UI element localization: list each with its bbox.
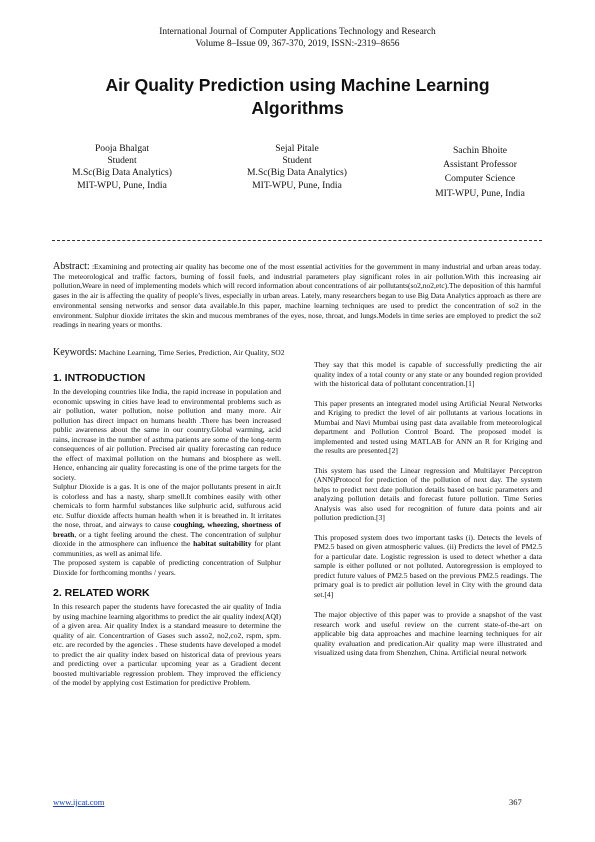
journal-header (0, 27, 595, 50)
keywords-text: Machine Learning, Time Series, Prediction, Air Quality, SO2 (96, 348, 285, 357)
author-dept: M.Sc(Big Data Analytics) (247, 167, 347, 179)
separator-rule (52, 240, 542, 241)
abstract-text: :Examining and protecting air quality has become one of the most essential activities for the government in many industrial and urban areas today. The meteorological and traffic factors, burning of fossil fuels, and industrial parameters play significant roles in air pollution.With this increasing air pollution,Weare in need of implementing models which will record information about concentrations of air pollutants(so2,no2,etc).The deposition of this harmful gases in the air is affecting the quality of people’s lives, especially in urban areas. Lately, many researchers began to use Big Data Analytics approach as there are environmental sensing networks and sensor data available.In this paper, machine learning techniques are used to predict the concentration of so2 in the environment. Sulphur dioxide irritates the skin and mucous membranes of the eyes, nose, throat, and lungs.Models in time series are employed to predict the so2 readings in nearing years or months. (53, 262, 541, 330)
author-role: Student (107, 155, 137, 167)
author-block (47, 143, 197, 192)
keywords-label: Keywords: (53, 347, 97, 358)
related-paragraph: This system has used the Linear regression and Multilayer Perceptron (ANN)Protocol for prediction of the pollution of next day. The system helps to predict next date pollution details based on basic parameters and analyzing pollution details and forecast future pollution. Time Series Analysis was also used for recognition of future data points and air pollution prediction.[3] (314, 465, 542, 522)
intro-bold-text: coughing, wheezing, shortness of breath (53, 520, 281, 539)
abstract-label: Abstract: (53, 261, 90, 272)
author-name: Sejal Pitale (275, 143, 319, 154)
related-paragraph: The major objective of this paper was to provide a snapshot of the vast research work and useful review on the current state-of-the-art on applicable big data approaches and machine learning techniques for air quality evaluation and predication.Air quality map were illustrated and visualized using data from Shenzhen, China. Artificial neural network (314, 610, 542, 657)
author-name: Sachin Bhoite (452, 145, 508, 156)
related-paragraph: In this research paper the students have forecasted the air quality of India by using machine learning algorithms to predict the air quality index(AQI) of a given area. Air quality Index is a standard measure to determine the quality of air. Concentrartion of Gases such asso2, no2,co2, rspm, spm. etc. are recorded by the agencies . These students have developed a model to predict the air quality index based on historical data of previous years and predicting over a particular upcoming year as a Gradient decent boosted multivariable regression problem. They improved the efficiency of the model by applying cost Estimation for predictive Problem. (53, 602, 281, 687)
related-paragraph: This proposed system does two important tasks (i). Detects the levels of PM2.5 based on given atmospheric values. (ii) Predicts the level of PM2.5 for a particular date. Logistic regression is used to detect whether a data sample is either polluted or not polluted. Autoregression is employed to predict future values of PM2.5 based on the previous PM2.5 readings. The primary goal is to predict air pollution level in City with the ground data set.[4] (314, 532, 542, 599)
footer-link[interactable]: www.ijcat.com (53, 797, 105, 807)
journal-volume: Volume 8–Issue 09, 367-370, 2019, ISSN:-2319–8656 (195, 38, 400, 49)
abstract (53, 262, 541, 330)
author-name: Pooja Bhalgat (94, 143, 150, 154)
author-affiliation: MIT-WPU, Pune, India (77, 179, 167, 191)
left-column (53, 372, 281, 688)
intro-text: Sulphur Dioxide is a gas. It is one of the major pollutants present in air.It is colorless and has a nasty, sharp smell.It combines easily with other chemicals to form harmful substances like sulphuric acid, sulfurous acid etc. Sulfur dioxide affects human health when it is breathed in. It irritates the nose, throat, and airways to cause (53, 482, 281, 529)
author-affiliation: MIT-WPU, Pune, India (435, 187, 525, 199)
author-dept: Computer Science (444, 173, 516, 185)
intro-paragraph: The proposed system is capable of predicting concentration of Sulphur Dioxide for forthcoming months / years. (53, 558, 281, 577)
author-role: Assistant Professor (443, 159, 517, 171)
author-affiliation: MIT-WPU, Pune, India (252, 179, 342, 191)
right-column (314, 360, 542, 668)
author-dept: M.Sc(Big Data Analytics) (72, 167, 172, 179)
intro-text: for plant communities, as well as animal life. (53, 539, 281, 558)
intro-paragraph (53, 482, 281, 558)
section-heading-introduction: 1. INTRODUCTION (53, 372, 146, 384)
intro-paragraph: In the developing countries like India, the rapid increase in population and economic upswing in cities have lead to environmental problems such as air pollution, water pollution, noise pollution and many more. Air pollution has direct impact on humans health .There has been increased public awareness about the same in our country.Global warming, acid rains, increase in the number of asthma patients are some of the long-term consequences of air pollution. Precised air quality forecasting can reduce the effect of maximal pollution on the humans and biosphere as well. Hence, enhancing air quality forecasting is one of the prime targets for the society. (53, 387, 281, 482)
author-block (222, 143, 372, 192)
intro-text: , or a tight feeling around the chest. The concentration of sulphur dioxide in the atmosphere can influence the (53, 529, 281, 548)
author-role: Student (282, 155, 312, 167)
related-paragraph: They say that this model is capable of successfully predicting the air quality index of a total county or any state or any bounded region provided with the historical data of pollutant concentration.[1] (314, 360, 542, 388)
author-block (405, 143, 555, 200)
section-heading-related-work: 2. RELATED WORK (53, 587, 150, 599)
paper-title: Air Quality Prediction using Machine Learning Algorithms (105, 75, 490, 118)
page-number: 367 (509, 797, 522, 807)
related-paragraph: This paper presents an integrated model using Artificial Neural Networks and Kriging to predict the level of air pollutants at various locations in Mumbai and Navi Mumbai using past data available from meteorological department and Pollution Control Board. The proposed model is implemented and tested using MATLAB for ANN an R for Kriging and the results are presented.[2] (314, 398, 542, 455)
keywords (53, 348, 541, 358)
intro-bold-text: habitat suitability (193, 539, 252, 548)
journal-name: International Journal of Computer Applications Technology and Research (159, 27, 436, 37)
